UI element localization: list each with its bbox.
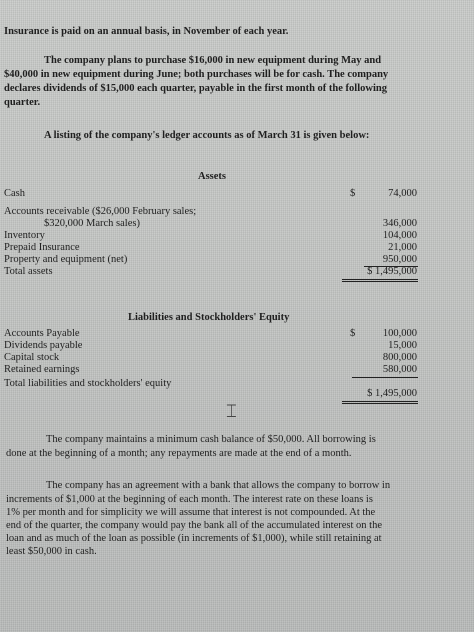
asset-label-cash: Cash <box>4 188 25 199</box>
asset-total-rule-2 <box>342 281 418 282</box>
insurance-note: Insurance is paid on an annual basis, in November of each year. <box>4 26 289 37</box>
liab-subtotal-rule <box>352 377 418 378</box>
bank-line-5: loan and as much of the loan as possible (in increments of $1,000), while still retaining at <box>6 533 382 544</box>
asset-label-ar: Accounts receivable ($26,000 February sales; <box>4 206 197 217</box>
liab-label-ap: Accounts Payable <box>4 328 80 339</box>
ledger-listing-intro: A listing of the company's ledger accounts as of March 31 is given below: <box>44 130 370 141</box>
asset-amount-ppe: 950,000 <box>382 254 417 265</box>
bank-line-2: increments of $1,000 at the beginning of each month. The interest rate on these loans is <box>6 494 373 505</box>
bank-line-3: 1% per month and for simplicity we will assume that interest is not compounded. At the <box>6 507 376 518</box>
asset-amount-cash: 74,000 <box>388 188 417 199</box>
bank-line-4: end of the quarter, the company would pay the bank all of the accumulated interest on the <box>6 520 382 531</box>
assets-heading: Assets <box>198 171 226 182</box>
plan-line-4: quarter. <box>4 97 41 108</box>
plan-line-1: The company plans to purchase $16,000 in new equipment during May and <box>44 55 382 66</box>
bank-line-1: The company has an agreement with a bank that allows the company to borrow in <box>46 480 391 491</box>
plan-line-3: declares dividends of $15,000 each quarter, payable in the first month of the following <box>4 83 387 94</box>
min-balance-line-1: The company maintains a minimum cash balance of $50,000. All borrowing is <box>46 434 376 445</box>
asset-cash-dollar: $ <box>350 188 356 199</box>
asset-amount-total: $ 1,495,000 <box>367 266 417 277</box>
plan-line-2: $40,000 in new equipment during June; both purchases will be for cash. The company <box>4 69 389 80</box>
asset-label-prepaid: Prepaid Insurance <box>4 242 80 253</box>
asset-amount-inventory: 104,000 <box>382 230 417 241</box>
liabilities-heading: Liabilities and Stockholders' Equity <box>128 312 290 323</box>
liab-amount-total: $ 1,495,000 <box>367 388 417 399</box>
liab-label-dividends: Dividends payable <box>4 340 83 351</box>
asset-label-ppe: Property and equipment (net) <box>4 254 128 265</box>
liab-label-capital: Capital stock <box>4 352 60 363</box>
liab-ap-dollar: $ <box>350 328 356 339</box>
asset-amount-prepaid: 21,000 <box>388 242 417 253</box>
bank-line-6: least $50,000 in cash. <box>6 546 97 557</box>
liab-label-total: Total liabilities and stockholders' equity <box>4 378 172 389</box>
asset-label-total: Total assets <box>4 266 53 277</box>
asset-total-rule-1 <box>342 279 418 280</box>
liab-amount-capital: 800,000 <box>382 352 417 363</box>
liab-label-retained: Retained earnings <box>4 364 80 375</box>
asset-label-ar-cont: $320,000 March sales) <box>44 218 140 229</box>
asset-amount-ar: 346,000 <box>382 218 417 229</box>
liab-total-rule-1 <box>342 401 418 402</box>
liab-amount-ap: 100,000 <box>382 328 417 339</box>
liab-amount-retained: 580,000 <box>382 364 417 375</box>
liab-total-rule-2 <box>342 403 418 404</box>
min-balance-line-2: done at the beginning of a month; any repayments are made at the end of a month. <box>6 448 352 459</box>
text-cursor-icon: ⌶ <box>226 401 237 421</box>
asset-label-inventory: Inventory <box>4 230 45 241</box>
liab-amount-dividends: 15,000 <box>388 340 417 351</box>
